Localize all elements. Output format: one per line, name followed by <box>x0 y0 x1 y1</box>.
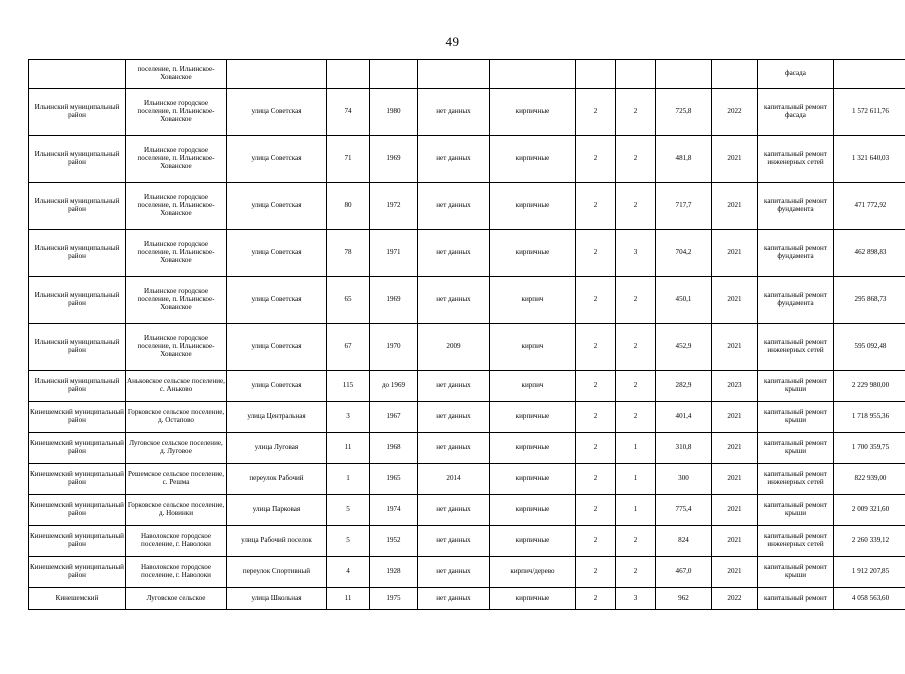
cell-year_built: 1967 <box>370 402 418 433</box>
document-page <box>0 34 905 674</box>
cell-wall_material: кирпичные <box>490 230 576 277</box>
cell-house: 4 <box>327 557 370 588</box>
cell-municipality: Кинешемский <box>29 588 126 610</box>
cell-area: 704,2 <box>656 230 712 277</box>
cell-house <box>327 60 370 89</box>
cell-area: 300 <box>656 464 712 495</box>
cell-settlement: Аньковское сельское поселение, с. Аньково <box>126 371 227 402</box>
cell-year_built: 1970 <box>370 324 418 371</box>
cell-entrances: 1 <box>616 464 656 495</box>
cell-work_type: капитальный ремонт крыши <box>758 371 834 402</box>
page-number: 49 <box>0 34 905 50</box>
cell-entrances: 2 <box>616 557 656 588</box>
cell-year_built: 1974 <box>370 495 418 526</box>
table-row <box>29 495 905 526</box>
cell-area: 824 <box>656 526 712 557</box>
cell-year_built: 1968 <box>370 433 418 464</box>
cell-house: 65 <box>327 277 370 324</box>
cell-wall_material: кирпичные <box>490 183 576 230</box>
cell-year_survey: нет данных <box>418 277 490 324</box>
cell-year_repair: 2021 <box>712 230 758 277</box>
cell-wall_material: кирпич <box>490 371 576 402</box>
cell-work_type: капитальный ремонт фундамента <box>758 183 834 230</box>
cell-street: улица Советская <box>227 324 327 371</box>
cell-wall_material: кирпичные <box>490 526 576 557</box>
cell-year_survey: нет данных <box>418 371 490 402</box>
cell-year_built: 1971 <box>370 230 418 277</box>
cell-year_built: 1980 <box>370 89 418 136</box>
cell-municipality: Ильинский муниципальный район <box>29 324 126 371</box>
cell-entrances: 2 <box>616 526 656 557</box>
cell-year_survey: нет данных <box>418 183 490 230</box>
table-row <box>29 60 905 89</box>
cell-house: 67 <box>327 324 370 371</box>
cell-street: переулок Рабочий <box>227 464 327 495</box>
cell-year_built: 1975 <box>370 588 418 610</box>
cell-entrances: 3 <box>616 230 656 277</box>
cell-year_repair: 2021 <box>712 495 758 526</box>
cell-floors: 2 <box>576 402 616 433</box>
cell-year_survey: нет данных <box>418 557 490 588</box>
cell-settlement: Наволокское городское поселение, г. Наволоки <box>126 557 227 588</box>
cell-floors <box>576 60 616 89</box>
cell-year_repair: 2023 <box>712 371 758 402</box>
cell-floors: 2 <box>576 464 616 495</box>
cell-street: улица Центральная <box>227 402 327 433</box>
cell-year_repair: 2021 <box>712 526 758 557</box>
cell-cost: 595 092,48 <box>834 324 905 371</box>
cell-floors: 2 <box>576 495 616 526</box>
cell-settlement: Луговское сельское <box>126 588 227 610</box>
cell-year_survey: нет данных <box>418 136 490 183</box>
cell-house: 5 <box>327 526 370 557</box>
table-row <box>29 136 905 183</box>
cell-year_repair: 2021 <box>712 324 758 371</box>
cell-municipality: Кинешемский муниципальный район <box>29 402 126 433</box>
cell-entrances: 2 <box>616 136 656 183</box>
cell-year_survey: нет данных <box>418 588 490 610</box>
cell-year_built <box>370 60 418 89</box>
cell-cost: 471 772,92 <box>834 183 905 230</box>
cell-cost <box>834 60 905 89</box>
cell-wall_material: кирпичные <box>490 89 576 136</box>
cell-settlement: Ильинское городское поселение, п. Ильинское-Хованское <box>126 230 227 277</box>
cell-year_built: 1969 <box>370 136 418 183</box>
cell-wall_material <box>490 60 576 89</box>
cell-cost: 1 700 359,75 <box>834 433 905 464</box>
cell-area: 401,4 <box>656 402 712 433</box>
cell-street: улица Советская <box>227 136 327 183</box>
cell-settlement: Ильинское городское поселение, п. Ильинское-Хованское <box>126 136 227 183</box>
cell-work_type: капитальный ремонт крыши <box>758 433 834 464</box>
table-container <box>28 59 877 610</box>
cell-municipality: Кинешемский муниципальный район <box>29 433 126 464</box>
cell-municipality: Ильинский муниципальный район <box>29 136 126 183</box>
cell-house: 5 <box>327 495 370 526</box>
cell-wall_material: кирпичные <box>490 495 576 526</box>
cell-house: 78 <box>327 230 370 277</box>
cell-year_repair: 2022 <box>712 89 758 136</box>
cell-wall_material: кирпич <box>490 324 576 371</box>
cell-area: 962 <box>656 588 712 610</box>
cell-settlement: Наволокское городское поселение, г. Наволоки <box>126 526 227 557</box>
cell-street: улица Советская <box>227 277 327 324</box>
cell-cost: 4 058 563,60 <box>834 588 905 610</box>
cell-work_type: капитальный ремонт инженерных сетей <box>758 136 834 183</box>
cell-cost: 1 912 207,85 <box>834 557 905 588</box>
cell-municipality: Ильинский муниципальный район <box>29 89 126 136</box>
cell-work_type: капитальный ремонт инженерных сетей <box>758 464 834 495</box>
cell-year_survey: нет данных <box>418 495 490 526</box>
cell-year_repair: 2021 <box>712 557 758 588</box>
table-row <box>29 277 905 324</box>
cell-work_type: фасада <box>758 60 834 89</box>
table-row <box>29 433 905 464</box>
table-row <box>29 89 905 136</box>
cell-year_repair: 2021 <box>712 183 758 230</box>
cell-cost: 2 009 321,60 <box>834 495 905 526</box>
cell-municipality: Ильинский муниципальный район <box>29 277 126 324</box>
table-row <box>29 588 905 610</box>
cell-work_type: капитальный ремонт крыши <box>758 495 834 526</box>
cell-street: улица Школьная <box>227 588 327 610</box>
cell-work_type: капитальный ремонт фундамента <box>758 230 834 277</box>
cell-house: 1 <box>327 464 370 495</box>
cell-floors: 2 <box>576 230 616 277</box>
cell-area: 717,7 <box>656 183 712 230</box>
cell-street: улица Советская <box>227 183 327 230</box>
table-row <box>29 402 905 433</box>
cell-work_type: капитальный ремонт крыши <box>758 557 834 588</box>
cell-entrances <box>616 60 656 89</box>
cell-year_repair <box>712 60 758 89</box>
cell-floors: 2 <box>576 588 616 610</box>
cell-area: 481,8 <box>656 136 712 183</box>
cell-floors: 2 <box>576 89 616 136</box>
cell-entrances: 1 <box>616 495 656 526</box>
cell-area: 725,8 <box>656 89 712 136</box>
cell-floors: 2 <box>576 371 616 402</box>
cell-settlement: Горковское сельское поселение, д. Остапово <box>126 402 227 433</box>
cell-work_type: капитальный ремонт фундамента <box>758 277 834 324</box>
cell-house: 3 <box>327 402 370 433</box>
cell-settlement: Луговское сельское поселение, д. Луговое <box>126 433 227 464</box>
cell-cost: 822 939,00 <box>834 464 905 495</box>
cell-year_repair: 2021 <box>712 402 758 433</box>
cell-work_type: капитальный ремонт крыши <box>758 402 834 433</box>
cell-cost: 2 229 980,00 <box>834 371 905 402</box>
table-row <box>29 230 905 277</box>
cell-work_type: капитальный ремонт инженерных сетей <box>758 324 834 371</box>
cell-year_repair: 2021 <box>712 464 758 495</box>
cell-year_built: 1972 <box>370 183 418 230</box>
cell-year_survey: нет данных <box>418 433 490 464</box>
cell-municipality: Ильинский муниципальный район <box>29 230 126 277</box>
cell-year_survey: нет данных <box>418 402 490 433</box>
cell-year_survey: нет данных <box>418 230 490 277</box>
table-row <box>29 183 905 230</box>
cell-house: 80 <box>327 183 370 230</box>
cell-street <box>227 60 327 89</box>
cell-area: 467,0 <box>656 557 712 588</box>
table-row <box>29 526 905 557</box>
cell-settlement: Горковское сельское поселение, д. Новинки <box>126 495 227 526</box>
cell-entrances: 2 <box>616 277 656 324</box>
table-body <box>29 60 905 610</box>
capital-repair-registry-table <box>28 59 905 610</box>
cell-municipality: Кинешемский муниципальный район <box>29 557 126 588</box>
table-row <box>29 324 905 371</box>
cell-area <box>656 60 712 89</box>
cell-entrances: 2 <box>616 402 656 433</box>
cell-settlement: поселение, п. Ильинское-Хованское <box>126 60 227 89</box>
cell-wall_material: кирпичные <box>490 402 576 433</box>
cell-entrances: 2 <box>616 371 656 402</box>
cell-settlement: Решемское сельское поселение, с. Решма <box>126 464 227 495</box>
cell-municipality: Кинешемский муниципальный район <box>29 464 126 495</box>
cell-year_built: до 1969 <box>370 371 418 402</box>
cell-municipality <box>29 60 126 89</box>
cell-cost: 462 898,83 <box>834 230 905 277</box>
cell-year_repair: 2021 <box>712 136 758 183</box>
cell-floors: 2 <box>576 183 616 230</box>
cell-work_type: капитальный ремонт инженерных сетей <box>758 526 834 557</box>
cell-floors: 2 <box>576 136 616 183</box>
cell-cost: 1 321 640,03 <box>834 136 905 183</box>
cell-floors: 2 <box>576 557 616 588</box>
cell-area: 452,9 <box>656 324 712 371</box>
cell-cost: 1 718 955,36 <box>834 402 905 433</box>
cell-work_type: капитальный ремонт <box>758 588 834 610</box>
cell-municipality: Кинешемский муниципальный район <box>29 495 126 526</box>
cell-street: улица Рабочий поселок <box>227 526 327 557</box>
cell-wall_material: кирпичные <box>490 464 576 495</box>
cell-area: 310,8 <box>656 433 712 464</box>
cell-floors: 2 <box>576 433 616 464</box>
cell-wall_material: кирпичные <box>490 588 576 610</box>
cell-cost: 2 260 339,12 <box>834 526 905 557</box>
cell-year_built: 1928 <box>370 557 418 588</box>
cell-municipality: Ильинский муниципальный район <box>29 371 126 402</box>
cell-settlement: Ильинское городское поселение, п. Ильинское-Хованское <box>126 183 227 230</box>
cell-year_survey: 2009 <box>418 324 490 371</box>
cell-year_survey: нет данных <box>418 89 490 136</box>
cell-wall_material: кирпич <box>490 277 576 324</box>
cell-year_repair: 2021 <box>712 433 758 464</box>
cell-house: 115 <box>327 371 370 402</box>
cell-area: 775,4 <box>656 495 712 526</box>
cell-work_type: капитальный ремонт фасада <box>758 89 834 136</box>
cell-year_repair: 2021 <box>712 277 758 324</box>
cell-wall_material: кирпичные <box>490 136 576 183</box>
cell-area: 282,9 <box>656 371 712 402</box>
cell-cost: 295 868,73 <box>834 277 905 324</box>
cell-floors: 2 <box>576 277 616 324</box>
cell-entrances: 2 <box>616 89 656 136</box>
cell-street: переулок Спортивный <box>227 557 327 588</box>
cell-municipality: Кинешемский муниципальный район <box>29 526 126 557</box>
cell-area: 450,1 <box>656 277 712 324</box>
cell-entrances: 2 <box>616 183 656 230</box>
cell-year_survey: нет данных <box>418 526 490 557</box>
cell-year_survey: 2014 <box>418 464 490 495</box>
cell-entrances: 3 <box>616 588 656 610</box>
cell-house: 11 <box>327 433 370 464</box>
cell-year_built: 1965 <box>370 464 418 495</box>
cell-year_built: 1952 <box>370 526 418 557</box>
cell-floors: 2 <box>576 526 616 557</box>
cell-house: 71 <box>327 136 370 183</box>
table-row <box>29 371 905 402</box>
cell-municipality: Ильинский муниципальный район <box>29 183 126 230</box>
cell-street: улица Советская <box>227 371 327 402</box>
table-row <box>29 557 905 588</box>
cell-entrances: 2 <box>616 324 656 371</box>
cell-cost: 1 572 611,76 <box>834 89 905 136</box>
cell-wall_material: кирпичные <box>490 433 576 464</box>
cell-street: улица Советская <box>227 89 327 136</box>
cell-street: улица Советская <box>227 230 327 277</box>
cell-year_survey <box>418 60 490 89</box>
cell-floors: 2 <box>576 324 616 371</box>
cell-house: 74 <box>327 89 370 136</box>
table-row <box>29 464 905 495</box>
cell-street: улица Луговая <box>227 433 327 464</box>
cell-settlement: Ильинское городское поселение, п. Ильинское-Хованское <box>126 324 227 371</box>
cell-year_repair: 2022 <box>712 588 758 610</box>
cell-wall_material: кирпич/дерево <box>490 557 576 588</box>
cell-house: 11 <box>327 588 370 610</box>
cell-settlement: Ильинское городское поселение, п. Ильинское-Хованское <box>126 277 227 324</box>
cell-entrances: 1 <box>616 433 656 464</box>
cell-year_built: 1969 <box>370 277 418 324</box>
cell-street: улица Парковая <box>227 495 327 526</box>
cell-settlement: Ильинское городское поселение, п. Ильинское-Хованское <box>126 89 227 136</box>
